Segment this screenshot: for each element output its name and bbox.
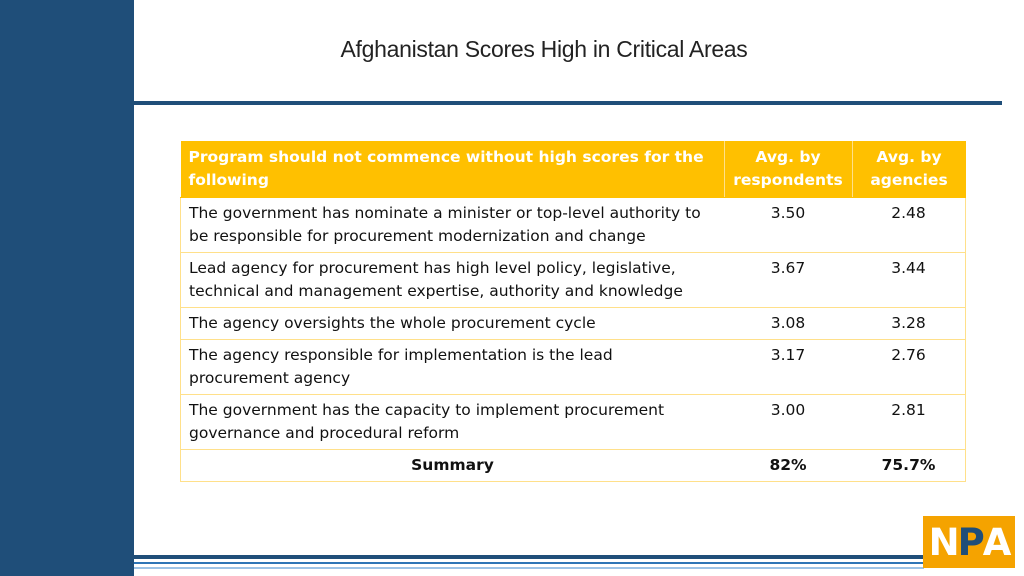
row-respondents-value: 3.17 [724, 340, 852, 395]
logo-letter-a: A [982, 520, 1010, 564]
table-row [181, 253, 966, 308]
table-header-row [181, 141, 966, 198]
logo-letter-n: N [928, 520, 958, 564]
row-agencies-value: 3.28 [852, 308, 966, 340]
footer-rule-mid [134, 562, 924, 564]
header-agencies: Avg. by agencies [852, 141, 966, 198]
row-respondents-value: 3.67 [724, 253, 852, 308]
table-row [181, 198, 966, 253]
summary-agencies: 75.7% [852, 450, 966, 482]
row-agencies-value: 2.81 [852, 395, 966, 450]
row-respondents-value: 3.00 [724, 395, 852, 450]
logo-letter-p: P [957, 520, 983, 564]
summary-row [181, 450, 966, 482]
row-question: Lead agency for procurement has high level policy, legislative, technical and management expertise, authority and knowledge [181, 253, 725, 308]
table-row [181, 340, 966, 395]
row-question: The agency responsible for implementation is the lead procurement agency [181, 340, 725, 395]
slide-title: Afghanistan Scores High in Critical Areas [340, 36, 748, 62]
title-divider [134, 101, 1002, 105]
header-question: Program should not commence without high scores for the following [181, 141, 725, 198]
row-agencies-value: 2.48 [852, 198, 966, 253]
row-agencies-value: 2.76 [852, 340, 966, 395]
table-row [181, 395, 966, 450]
row-question: The agency oversights the whole procurement cycle [181, 308, 725, 340]
row-agencies-value: 3.44 [852, 253, 966, 308]
header-respondents: Avg. by respondents [724, 141, 852, 198]
table-row [181, 308, 966, 340]
row-respondents-value: 3.08 [724, 308, 852, 340]
left-sidebar [0, 0, 134, 576]
row-question: The government has nominate a minister or top-level authority to be responsible for procurement modernization and change [181, 198, 725, 253]
footer-rule-dark [134, 555, 924, 559]
row-respondents-value: 3.50 [724, 198, 852, 253]
scores-table [180, 141, 966, 482]
footer-rule-light [134, 567, 924, 569]
summary-label: Summary [181, 450, 725, 482]
row-question: The government has the capacity to implement procurement governance and procedural reform [181, 395, 725, 450]
summary-respondents: 82% [724, 450, 852, 482]
npa-logo [923, 516, 1015, 568]
